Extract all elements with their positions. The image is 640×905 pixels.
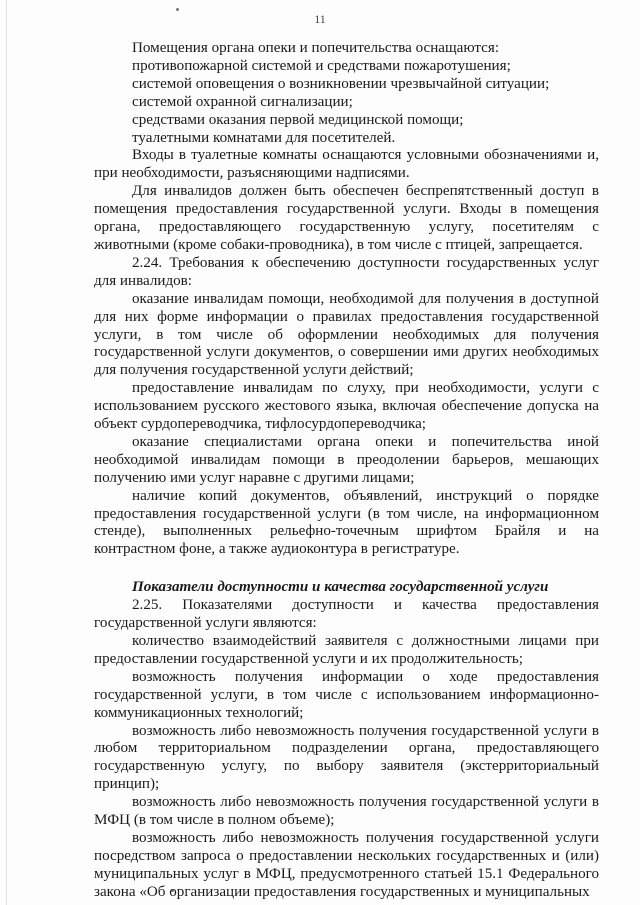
paragraph: Помещения органа опеки и попечительства оснащаются: (132, 40, 500, 56)
list-item: средствами оказания первой медицинской помощи; (132, 111, 464, 128)
list-item: туалетными комнатами для посетителей. (132, 129, 396, 146)
list-item: количество взаимодействий заявителя с должностными лицами при предоставлении государственной услуги и их продолжительность; (94, 633, 599, 667)
page-number: 11 (314, 12, 326, 26)
list-item: наличие копий документов, объявлений, инструкций о порядке предоставления государственной услуги (в том числе, на информационном стенде), выполненных рельефно-точечным шрифтом Брайля и на контрастном фоне, а также аудиоконтура в регистратуре. (94, 487, 599, 558)
list-item: возможность либо невозможность получения государственной услуги в любом территориальном подразделении органа, предоставляющего государственную услугу, по выбору заявителя (экстерриториальный принцип); (94, 722, 599, 793)
document-body (94, 40, 599, 902)
paragraph: Входы в туалетные комнаты оснащаются условными обозначениями и, при необходимости, разъясняющими надписями. (94, 147, 599, 182)
paragraph: 2.25. Показателями доступности и качества предоставления государственной услуги являются: (94, 597, 599, 632)
paragraph: Для инвалидов должен быть обеспечен беспрепятственный доступ в помещения предоставления государственной услуги. Входы в помещения органа, предоставляющего государственную услугу, посетителям с животными (кроме собаки-проводника), в том числе с птицей, запрещается. (94, 183, 599, 253)
section-heading: Показатели доступности и качества государственной услуги (132, 579, 549, 596)
list-item: оказание специалистами органа опеки и попечительства иной необходимой инвалидам помощи в преодолении барьеров, мешающих получению ими услуг наравне с другими лицами; (94, 433, 599, 486)
list-item: оказание инвалидам помощи, необходимой для получения в доступной для них форме информации о правилах предоставления государственной услуги, в том числе об оформлении необходимых для получения государственной услуги документов, о совершении ими других необходимых для получения государственной услуги действий; (94, 290, 599, 379)
list-item: возможность либо невозможность получения государственной услуги в МФЦ (в том числе в полном объеме); (94, 794, 599, 829)
paragraph: 2.24. Требования к обеспечению доступности государственных услуг для инвалидов: (94, 254, 599, 289)
scan-edge-line (6, 0, 7, 905)
list-item: противопожарной системой и средствами пожаротушения; (132, 57, 511, 74)
scan-speck (176, 8, 179, 11)
list-item: возможность либо невозможность получения государственной услуги посредством запроса о предоставлении нескольких государственных и (или) муниципальных услуг в МФЦ, предусмотренного статьей 15.1 Федерального закона «Об организации предоставления государственных и муниципальных (94, 829, 599, 900)
list-item: предоставление инвалидам по слуху, при необходимости, услуги с использованием русского жестового языка, включая обеспечение допуска на объект сурдопереводчика, тифлосурдопереводчика; (94, 380, 599, 433)
list-item: возможность получения информации о ходе предоставления государственной услуги, в том числе с использованием информационно-коммуникационных технологий; (94, 668, 599, 721)
list-item: системой охранной сигнализации; (132, 93, 353, 110)
list-item: системой оповещения о возникновении чрезвычайной ситуации; (132, 75, 550, 92)
